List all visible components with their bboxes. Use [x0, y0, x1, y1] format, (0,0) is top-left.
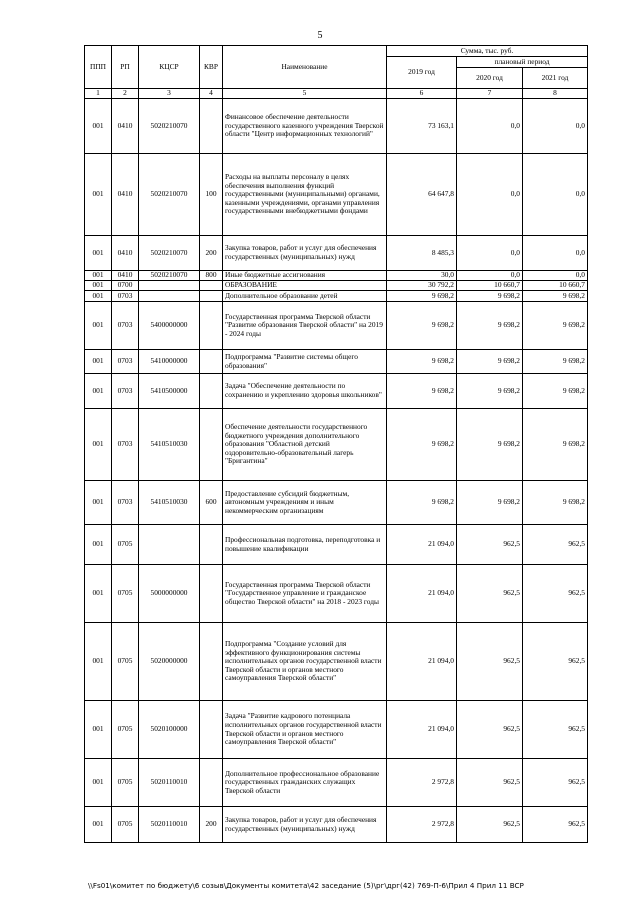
header-sum: Сумма, тыс. руб. — [387, 46, 588, 57]
cell-2021: 0,0 — [523, 236, 588, 271]
cell-kvr: 200 — [200, 236, 223, 271]
table-row — [85, 565, 588, 623]
cell-name: ОБРАЗОВАНИЕ — [223, 281, 387, 291]
cell-name: Государственная программа Тверской области "Развитие образования Тверской области" на 2019 - 2024 годы — [223, 302, 387, 350]
cell-2021: 962,5 — [523, 701, 588, 759]
cell-name: Подпрограмма "Развитие системы общего образования" — [223, 350, 387, 374]
cell-ppp: 001 — [85, 565, 112, 623]
cell-2021: 9 698,2 — [523, 291, 588, 302]
cell-name: Предоставление субсидий бюджетным, автономным учреждениям и иным некоммерческим организациям — [223, 481, 387, 525]
cell-2021: 962,5 — [523, 623, 588, 701]
cell-2021: 10 660,7 — [523, 281, 588, 291]
table-row — [85, 271, 588, 281]
cell-2019: 9 698,2 — [387, 350, 457, 374]
cell-ppp: 001 — [85, 623, 112, 701]
cell-rp: 0700 — [112, 281, 139, 291]
cell-name: Государственная программа Тверской области "Государственное управление и гражданское общество Тверской области" на 2018 - 2023 годы — [223, 565, 387, 623]
cell-name: Расходы на выплаты персоналу в целях обеспечения выполнения функций государственными (муниципальными) органами, казенными учреждениями, органами управления государственными внебюджетными фондами — [223, 154, 387, 236]
cell-rp: 0410 — [112, 236, 139, 271]
cell-2019: 21 094,0 — [387, 701, 457, 759]
cell-name: Дополнительное образование детей — [223, 291, 387, 302]
cell-2020: 10 660,7 — [457, 281, 523, 291]
cell-2019: 8 485,3 — [387, 236, 457, 271]
cell-2021: 0,0 — [523, 271, 588, 281]
header-kcsr: КЦСР — [139, 46, 200, 89]
cell-rp: 0703 — [112, 481, 139, 525]
cell-2020: 9 698,2 — [457, 409, 523, 481]
index-cell: 3 — [139, 89, 200, 99]
cell-kvr — [200, 623, 223, 701]
cell-2020: 9 698,2 — [457, 350, 523, 374]
cell-2019: 21 094,0 — [387, 565, 457, 623]
cell-ppp: 001 — [85, 525, 112, 565]
table-row — [85, 281, 588, 291]
cell-ppp: 001 — [85, 374, 112, 409]
cell-kvr — [200, 374, 223, 409]
cell-kcsr: 5410500000 — [139, 374, 200, 409]
cell-rp: 0705 — [112, 807, 139, 843]
cell-kvr: 200 — [200, 807, 223, 843]
cell-2021: 962,5 — [523, 565, 588, 623]
cell-kvr — [200, 350, 223, 374]
cell-2021: 0,0 — [523, 99, 588, 154]
cell-rp: 0705 — [112, 525, 139, 565]
cell-kcsr: 5020210070 — [139, 99, 200, 154]
cell-2021: 962,5 — [523, 759, 588, 807]
header-2021: 2021 год — [523, 68, 588, 89]
table-row — [85, 807, 588, 843]
cell-kcsr: 5020100000 — [139, 701, 200, 759]
table-row — [85, 350, 588, 374]
cell-2021: 9 698,2 — [523, 374, 588, 409]
cell-2019: 64 647,8 — [387, 154, 457, 236]
cell-kvr: 600 — [200, 481, 223, 525]
cell-2020: 0,0 — [457, 99, 523, 154]
cell-ppp: 001 — [85, 302, 112, 350]
table-row — [85, 154, 588, 236]
header-kvr: КВР — [200, 46, 223, 89]
cell-kvr: 100 — [200, 154, 223, 236]
cell-2020: 0,0 — [457, 236, 523, 271]
cell-name: Финансовое обеспечение деятельности государственного казенного учреждения Тверской области "Центр информационных технологий" — [223, 99, 387, 154]
cell-ppp: 001 — [85, 759, 112, 807]
cell-2021: 0,0 — [523, 154, 588, 236]
header-planned-period: плановый период — [457, 57, 588, 68]
table-row — [85, 623, 588, 701]
cell-2019: 9 698,2 — [387, 481, 457, 525]
cell-2020: 9 698,2 — [457, 374, 523, 409]
cell-kvr — [200, 565, 223, 623]
cell-name: Задача "Обеспечение деятельности по сохранению и укреплению здоровья школьников" — [223, 374, 387, 409]
cell-kvr — [200, 409, 223, 481]
cell-2020: 962,5 — [457, 701, 523, 759]
cell-kcsr: 5410510030 — [139, 481, 200, 525]
cell-rp: 0410 — [112, 271, 139, 281]
cell-ppp: 001 — [85, 154, 112, 236]
cell-kcsr: 5400000000 — [139, 302, 200, 350]
cell-name: Иные бюджетные ассигнования — [223, 271, 387, 281]
cell-kvr — [200, 99, 223, 154]
cell-2020: 0,0 — [457, 154, 523, 236]
cell-2021: 9 698,2 — [523, 409, 588, 481]
cell-rp: 0410 — [112, 154, 139, 236]
cell-kcsr: 5410000000 — [139, 350, 200, 374]
table-row — [85, 481, 588, 525]
index-cell: 4 — [200, 89, 223, 99]
cell-2019: 21 094,0 — [387, 525, 457, 565]
cell-rp: 0705 — [112, 565, 139, 623]
cell-ppp: 001 — [85, 807, 112, 843]
cell-2019: 21 094,0 — [387, 623, 457, 701]
cell-kcsr — [139, 291, 200, 302]
cell-kcsr — [139, 525, 200, 565]
cell-kcsr: 5020210070 — [139, 236, 200, 271]
cell-2020: 962,5 — [457, 759, 523, 807]
cell-2021: 9 698,2 — [523, 481, 588, 525]
cell-kcsr: 5410510030 — [139, 409, 200, 481]
table-row — [85, 99, 588, 154]
cell-2020: 9 698,2 — [457, 291, 523, 302]
cell-2019: 30 792,2 — [387, 281, 457, 291]
index-row — [85, 89, 588, 99]
table-row — [85, 409, 588, 481]
cell-name: Обеспечение деятельности государственного бюджетного учреждения дополнительного образования "Областной детский оздоровительно-образовательный лагерь "Бригантина" — [223, 409, 387, 481]
cell-name: Профессиональная подготовка, переподготовка и повышение квалификации — [223, 525, 387, 565]
cell-2020: 9 698,2 — [457, 481, 523, 525]
cell-rp: 0703 — [112, 374, 139, 409]
index-cell: 2 — [112, 89, 139, 99]
cell-ppp: 001 — [85, 481, 112, 525]
cell-name: Дополнительное профессиональное образование государственных гражданских служащих Тверской области — [223, 759, 387, 807]
cell-kvr: 800 — [200, 271, 223, 281]
cell-rp: 0703 — [112, 302, 139, 350]
cell-rp: 0703 — [112, 350, 139, 374]
header-2020: 2020 год — [457, 68, 523, 89]
header-name: Наименование — [223, 46, 387, 89]
cell-2019: 9 698,2 — [387, 302, 457, 350]
header-2019: 2019 год — [387, 57, 457, 89]
cell-kvr — [200, 759, 223, 807]
cell-kvr — [200, 291, 223, 302]
cell-kvr — [200, 302, 223, 350]
cell-ppp: 001 — [85, 281, 112, 291]
cell-rp: 0705 — [112, 701, 139, 759]
cell-2019: 2 972,8 — [387, 759, 457, 807]
table-row — [85, 701, 588, 759]
page-number: 5 — [317, 30, 323, 41]
cell-name: Закупка товаров, работ и услуг для обеспечения государственных (муниципальных) нужд — [223, 807, 387, 843]
cell-2021: 962,5 — [523, 525, 588, 565]
cell-2019: 30,0 — [387, 271, 457, 281]
cell-2020: 962,5 — [457, 525, 523, 565]
cell-2021: 9 698,2 — [523, 350, 588, 374]
cell-rp: 0703 — [112, 409, 139, 481]
cell-name: Закупка товаров, работ и услуг для обеспечения государственных (муниципальных) нужд — [223, 236, 387, 271]
cell-2019: 2 972,8 — [387, 807, 457, 843]
cell-kcsr: 5020000000 — [139, 623, 200, 701]
cell-ppp: 001 — [85, 350, 112, 374]
index-cell: 6 — [387, 89, 457, 99]
cell-kvr — [200, 281, 223, 291]
table-body — [85, 99, 588, 843]
file-path-footer: \\Fs01\комитет по бюджету\6 созыв\Документы комитета\42 заседание (5)\рг\дрг(42) 769-П-6\Прил 4 Прил 11 BCP — [88, 881, 524, 890]
index-cell: 1 — [85, 89, 112, 99]
cell-ppp: 001 — [85, 99, 112, 154]
cell-2019: 9 698,2 — [387, 374, 457, 409]
cell-ppp: 001 — [85, 271, 112, 281]
table-row — [85, 291, 588, 302]
budget-table — [84, 45, 588, 843]
cell-name: Задача "Развитие кадрового потенциала исполнительных органов государственной власти Тверской области и органов местного самоуправления Тверской области" — [223, 701, 387, 759]
cell-rp: 0705 — [112, 759, 139, 807]
cell-2021: 962,5 — [523, 807, 588, 843]
cell-2019: 9 698,2 — [387, 291, 457, 302]
cell-kcsr — [139, 281, 200, 291]
cell-2020: 0,0 — [457, 271, 523, 281]
cell-ppp: 001 — [85, 409, 112, 481]
table-header — [85, 46, 588, 99]
cell-kcsr: 5020110010 — [139, 759, 200, 807]
cell-kcsr: 5020210070 — [139, 271, 200, 281]
cell-ppp: 001 — [85, 291, 112, 302]
cell-2020: 962,5 — [457, 807, 523, 843]
table-row — [85, 525, 588, 565]
header-ppp: ППП — [85, 46, 112, 89]
cell-rp: 0703 — [112, 291, 139, 302]
cell-2019: 9 698,2 — [387, 409, 457, 481]
index-cell: 7 — [457, 89, 523, 99]
cell-name: Подпрограмма "Создание условий для эффективного функционирования системы исполнительных органов государственной власти Тверской области и органов местного самоуправления Тверской области" — [223, 623, 387, 701]
index-cell: 5 — [223, 89, 387, 99]
table-row — [85, 759, 588, 807]
table-row — [85, 236, 588, 271]
cell-2019: 73 163,1 — [387, 99, 457, 154]
cell-kcsr: 5000000000 — [139, 565, 200, 623]
cell-2020: 962,5 — [457, 565, 523, 623]
cell-2020: 9 698,2 — [457, 302, 523, 350]
cell-2021: 9 698,2 — [523, 302, 588, 350]
cell-2020: 962,5 — [457, 623, 523, 701]
cell-rp: 0705 — [112, 623, 139, 701]
cell-ppp: 001 — [85, 701, 112, 759]
cell-kvr — [200, 701, 223, 759]
header-rp: РП — [112, 46, 139, 89]
index-cell: 8 — [523, 89, 588, 99]
cell-ppp: 001 — [85, 236, 112, 271]
table-row — [85, 302, 588, 350]
cell-kcsr: 5020210070 — [139, 154, 200, 236]
cell-kvr — [200, 525, 223, 565]
cell-kcsr: 5020110010 — [139, 807, 200, 843]
table-row — [85, 374, 588, 409]
cell-rp: 0410 — [112, 99, 139, 154]
